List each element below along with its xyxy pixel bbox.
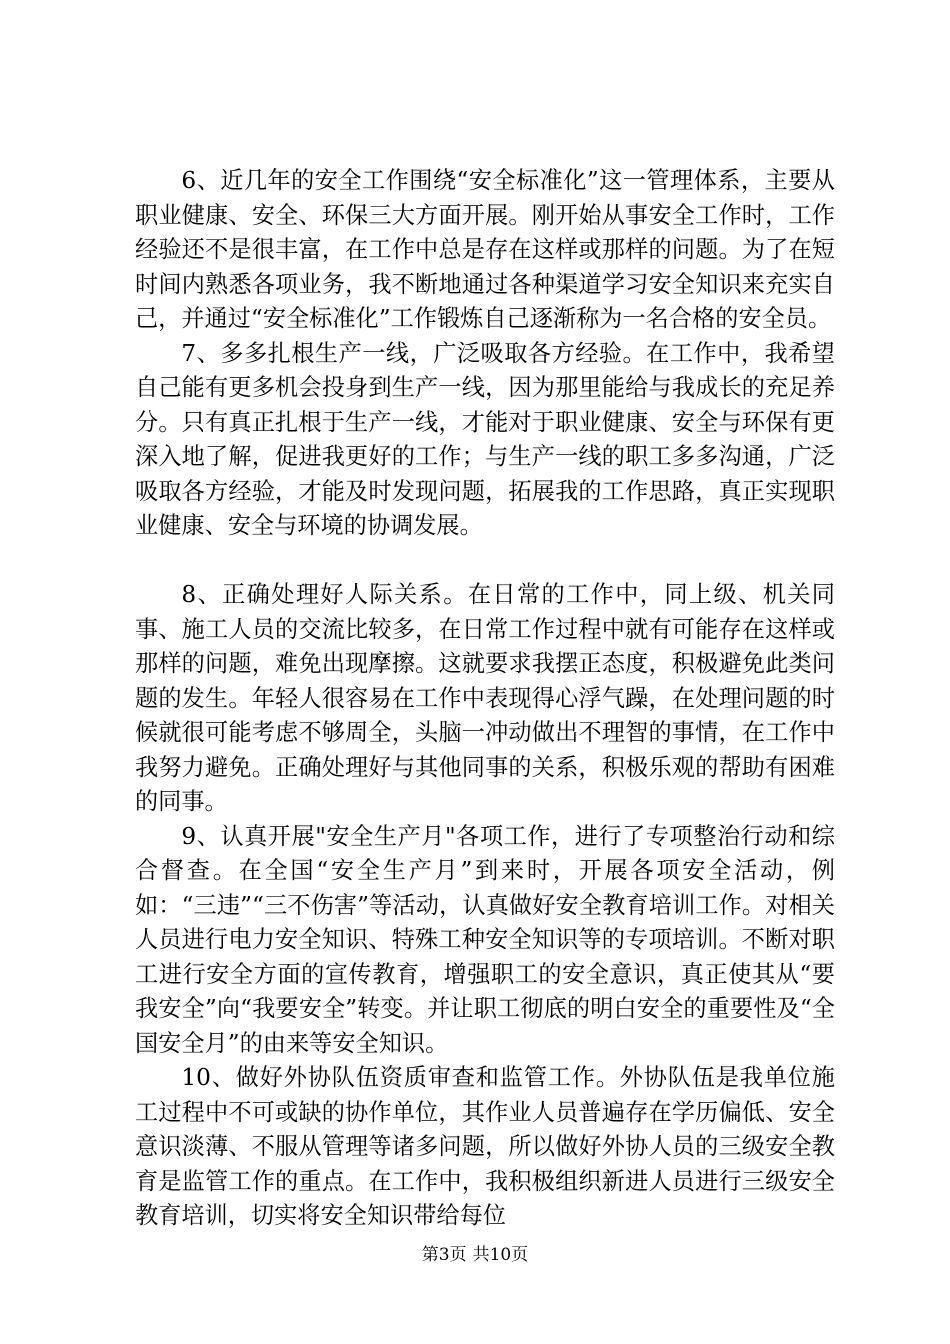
page-footer — [0, 1244, 950, 1266]
document-body — [135, 164, 835, 1234]
paragraph-8: 8、正确处理好人际关系。在日常的工作中，同上级、机关同事、施工人员的交流比较多，在日常工作过程中就有可能存在这样或那样的问题，难免出现摩擦。这就要求我摆正态度，积极避免此类问题的发生。年轻人很容易在工作中表现得心浮气躁，在处理问题的时候就很可能考虑不够周全，头脑一冲动做出不理智的事情，在工作中我努力避免。正确处理好与其他同事的关系，积极乐观的帮助有困难的同事。 — [135, 581, 835, 815]
paragraph-9: 9、认真开展"安全生产月"各项工作，进行了专项整治行动和综合督查。在全国“安全生产月”到来时，开展各项安全活动，例如：“三违”“三不伤害”等活动，认真做好安全教育培训工作。对相关人员进行电力安全知识、特殊工种安全知识等的专项培训。不断对职工进行安全方面的宣传教育，增强职工的安全意识，真正使其从“要我安全”向“我要安全”转变。并让职工彻底的明白安全的重要性及“全国安全月”的由来等安全知识。 — [135, 822, 835, 1057]
page-number: 第3页 — [421, 1245, 467, 1265]
paragraph-7: 7、多多扎根生产一线，广泛吸取各方经验。在工作中，我希望自己能有更多机会投身到生产一线，因为那里能给与我成长的充足养分。只有真正扎根于生产一线，才能对于职业健康、安全与环保有更深入地了解，促进我更好的工作；与生产一线的职工多多沟通，广泛吸取各方经验，才能及时发现问题，拓展我的工作思路，真正实现职业健康、安全与环境的协调发展。 — [135, 339, 835, 539]
paragraph-spacer — [135, 544, 835, 579]
paragraph-6: 6、近几年的安全工作围绕“安全标准化”这一管理体系，主要从职业健康、安全、环保三大方面开展。刚开始从事安全工作时，工作经验还不是很丰富，在工作中总是存在这样或那样的问题。为了在短时间内熟悉各项业务，我不断地通过各种渠道学习安全知识来充实自己，并通过“安全标准化”工作锻炼自己逐渐称为一名合格的安全员。 — [135, 167, 835, 332]
page-total: 共10页 — [472, 1245, 529, 1265]
paragraph-10: 10、做好外协队伍资质审查和监管工作。外协队伍是我单位施工过程中不可或缺的协作单位，其作业人员普遍存在学历偏低、安全意识淡薄、不服从管理等诸多问题，所以做好外协人员的三级安全教育是监管工作的重点。在工作中，我积极组织新进人员进行三级安全教育培训，切实将安全知识带给每位 — [135, 1064, 835, 1229]
